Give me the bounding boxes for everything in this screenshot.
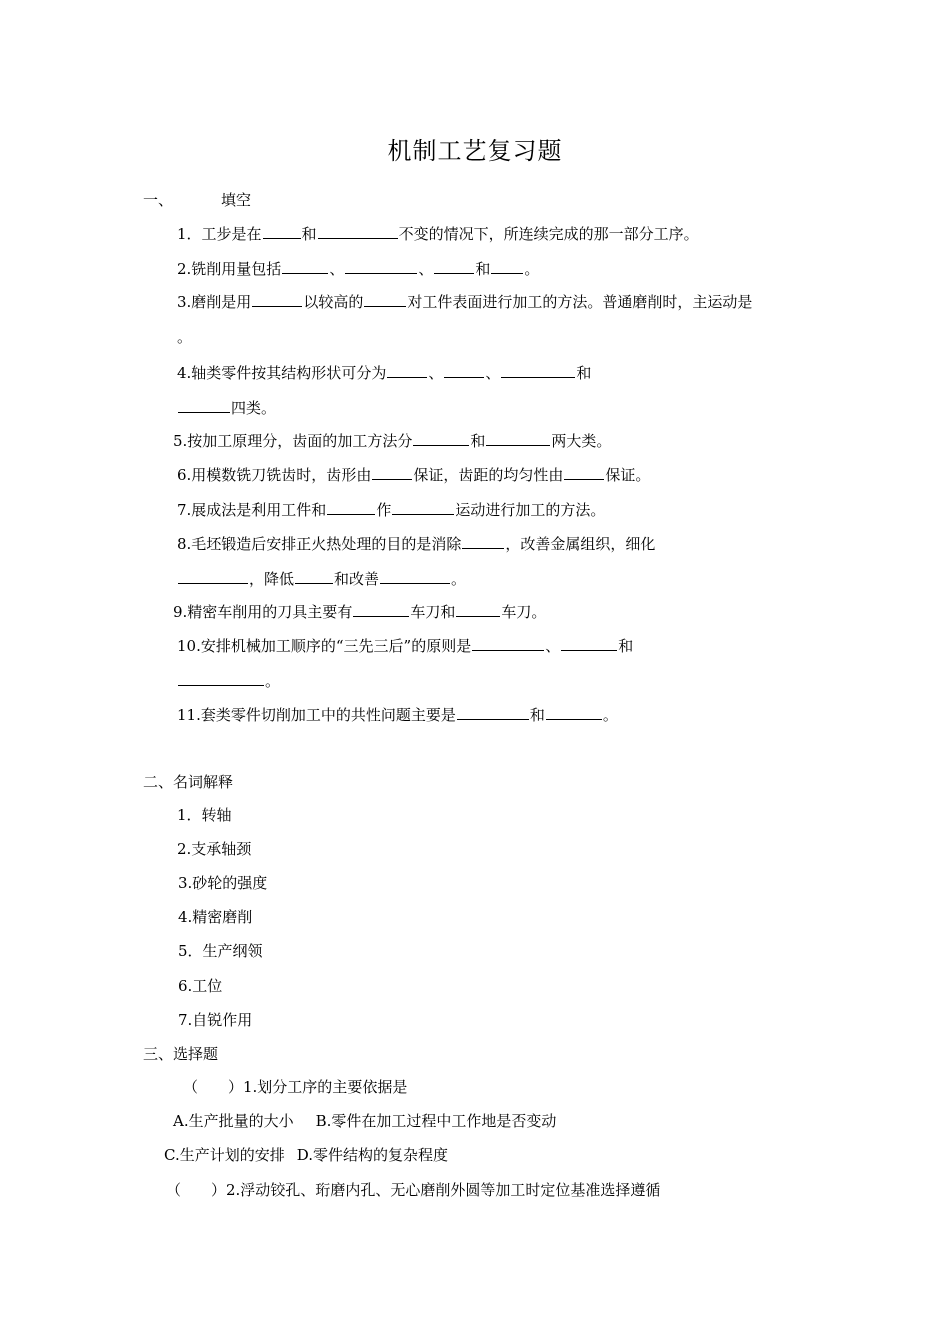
option-b: B.零件在加工过程中工作地是否变动 (315, 1112, 557, 1130)
answer-blank (491, 258, 523, 274)
term-item: 6.工位 (178, 977, 223, 995)
fill-question-10-cont: 。 (177, 670, 280, 691)
fill-question-8: 8.毛坯锻造后安排正火热处理的目的是消除 ，改善金属组织，细化 (177, 535, 656, 553)
answer-blank (364, 291, 406, 307)
answer-blank (462, 533, 504, 549)
answer-blank (178, 568, 248, 584)
answer-blank (457, 704, 529, 720)
fill-question-6: 6.用模数铣刀铣齿时，齿形由 保证，齿距的均匀性由 保证。 (177, 466, 651, 484)
answer-blank (486, 430, 550, 446)
term-item: 4.精密磨削 (178, 908, 253, 926)
fill-question-1: 1．工步是在 和 不变的情况下，所连续完成的那一部分工序。 (177, 225, 699, 243)
choice-question-2: （ ）2.浮动铰孔、珩磨内孔、无心磨削外圆等加工时定位基准选择遵循 (166, 1181, 661, 1199)
answer-blank (564, 464, 604, 480)
term-item: 2.支承轴颈 (177, 840, 252, 858)
section1-title: 填空 (221, 191, 252, 209)
answer-blank (472, 635, 544, 651)
term-item: 1．转轴 (177, 806, 232, 824)
answer-blank (501, 362, 575, 378)
document-title: 机制工艺复习题 (387, 137, 563, 165)
fill-question-8-cont: ，降低 和改善 。 (177, 568, 466, 589)
section3-heading: 三、选择题 (143, 1045, 219, 1063)
answer-blank (295, 568, 333, 584)
answer-blank (380, 568, 450, 584)
answer-blank (546, 704, 602, 720)
section2-heading: 二、名词解释 (143, 773, 234, 791)
fill-question-4: 4.轴类零件按其结构形状可分为 、 、 和 (177, 364, 592, 382)
answer-blank (387, 362, 427, 378)
option-d: D.零件结构的复杂程度 (296, 1146, 448, 1164)
fill-question-11: 11.套类零件切削加工中的共性问题主要是 和 。 (177, 706, 618, 724)
fill-question-10: 10.安排机械加工顺序的“三先三后”的原则是 、 和 (177, 637, 634, 655)
fill-question-7: 7.展成法是利用工件和 作 运动进行加工的方法。 (177, 501, 606, 519)
answer-blank (318, 223, 398, 239)
answer-blank (353, 601, 409, 617)
term-item: 5．生产纲领 (178, 942, 263, 960)
option-a: A.生产批量的大小 (173, 1112, 294, 1130)
answer-blank (561, 635, 617, 651)
term-item: 7.自锐作用 (178, 1011, 253, 1029)
choice-question-1: （ ）1.划分工序的主要依据是 (183, 1078, 408, 1096)
answer-blank (456, 601, 500, 617)
fill-question-3: 3.磨削是用 以较高的 对工件表面进行加工的方法。普通磨削时，主运动是 (177, 293, 753, 311)
section1-heading (143, 190, 251, 210)
option-c: C.生产计划的安排 (164, 1146, 285, 1164)
choice-options-row-1 (173, 1111, 556, 1131)
answer-blank (263, 223, 301, 239)
answer-blank (413, 430, 469, 446)
fill-question-9: 9.精密车削用的刀具主要有 车刀和 车刀。 (173, 603, 547, 621)
answer-blank (372, 464, 412, 480)
answer-blank (392, 499, 454, 515)
answer-blank (444, 362, 484, 378)
answer-blank (345, 258, 417, 274)
fill-question-3-end: 。 (177, 328, 193, 346)
fill-question-2: 2.铣削用量包括 、 、 和 。 (177, 260, 540, 278)
answer-blank (178, 397, 230, 413)
answer-blank (434, 258, 474, 274)
term-item: 3.砂轮的强度 (178, 874, 268, 892)
fill-question-4-cont: 四类。 (177, 397, 276, 418)
choice-options-row-2 (164, 1145, 448, 1165)
answer-blank (327, 499, 375, 515)
fill-question-5: 5.按加工原理分，齿面的加工方法分 和 两大类。 (173, 432, 612, 450)
answer-blank (282, 258, 328, 274)
section1-number: 一、 (143, 191, 174, 209)
answer-blank (252, 291, 302, 307)
answer-blank (178, 670, 264, 686)
